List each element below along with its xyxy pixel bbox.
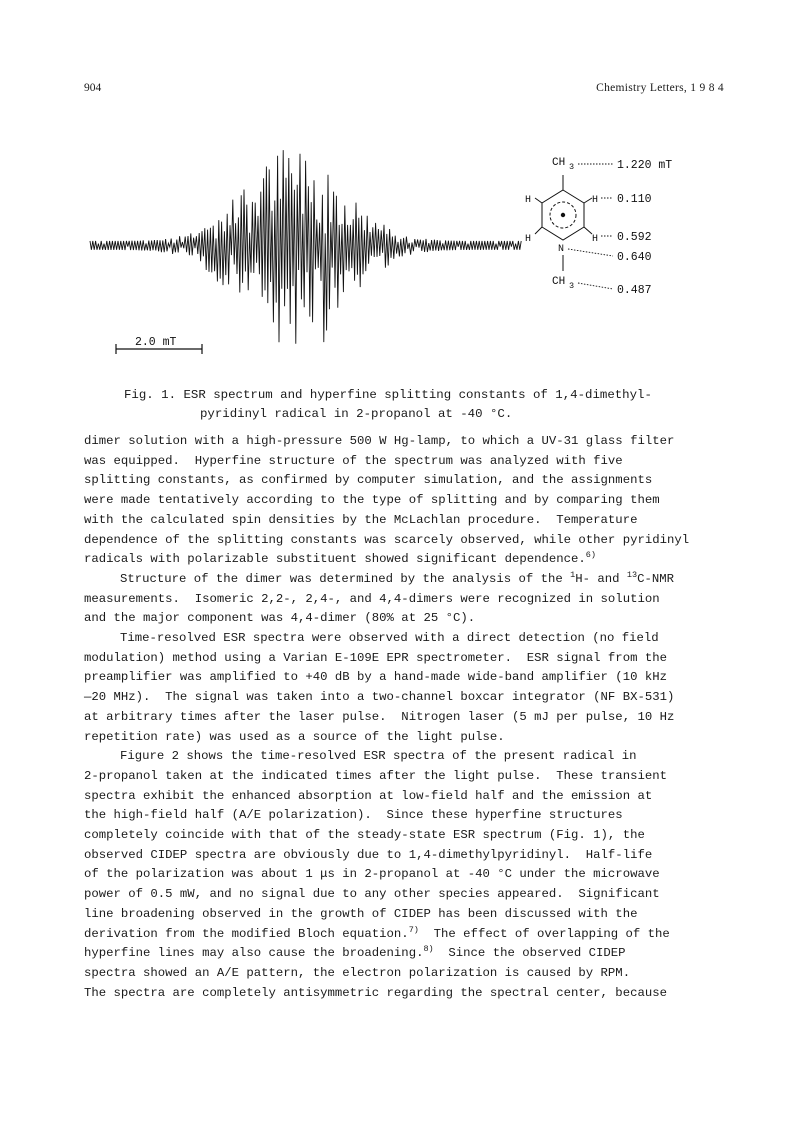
pyridinyl-structure xyxy=(525,157,672,297)
h-left-top-label: H xyxy=(525,195,532,206)
ch3-top-subscript: 3 xyxy=(569,162,575,172)
paragraph-2: Structure of the dimer was determined by the analysis of the $^1$H- and $^{13}$C-NMR measurements. Isomeric 2,2-, 2,4-, and 4,4-dimers were recognized in solution and the major component was 4,4-dimer (80% at 25 °C). xyxy=(84,569,675,626)
running-header xyxy=(84,82,724,98)
body-text xyxy=(84,432,724,1003)
caption-line-2: pyridinyl radical in 2-propanol at -40 °C. xyxy=(200,407,513,421)
figure-1 xyxy=(84,125,724,365)
h-right-top-label: H xyxy=(592,195,599,206)
caption-line-1: Fig. 1. ESR spectrum and hyperfine splitting constants of 1,4-dimethyl- xyxy=(124,388,652,402)
paragraph-4: Figure 2 shows the time-resolved ESR spectra of the present radical in 2-propanol taken at the indicated times after the light pulse. These transient spectra exhibit the enhanced absorption at low-field half and the emission at the high-field half (A/E polarization). Since these hyperfine structures completely coincide with that of the steady-state ESR spectrum (Fig. 1), the observed CIDEP spectra are obviously due to 1,4-dimethylpyridinyl. Half-life of the polarization was about 1 μs in 2-propanol at -40 °C under the microwave power of 0.5 mW, and no signal due to any other species appeared. Significant line broadening observed in the growth of CIDEP has been discussed with the derivation from the modified Bloch equation.$^{7)}$ The effect of overlapping of the hyperfine lines may also cause the broadening.$^{8)}$ Since the observed CIDEP spectra showed an A/E pattern, the electron polarization is caused by RPM. The spectra are completely antisymmetric regarding the spectral center, because xyxy=(84,749,670,1000)
h-right-bottom-label: H xyxy=(592,234,599,245)
scale-label: 2.0 mT xyxy=(135,336,177,349)
paragraph-3: Time-resolved ESR spectra were observed with a direct detection (no field modulation) method using a Varian E-109E EPR spectrometer. ESR signal from the preamplifier was amplified to +40 dB by a hand-made wide-band amplifier (10 kHz —20 MHz). The signal was taken into a two-channel boxcar integrator (NF BX-531) at arbitrary times after the laser pulse. Nitrogen laser (5 mJ per pulse, 10 Hz repetition rate) was used as a source of the light pulse. xyxy=(84,631,675,744)
page-number: 904 xyxy=(84,82,102,94)
coupling-nitrogen: 0.640 xyxy=(617,251,652,264)
reference-8: 8) xyxy=(423,944,434,955)
reference-7: 7) xyxy=(408,924,419,935)
coupling-h-bottom: 0.592 xyxy=(617,231,652,244)
h-left-bottom-label: H xyxy=(525,234,532,245)
scale-bar xyxy=(116,336,202,354)
ch3-top-label: CH xyxy=(552,157,566,169)
coupling-h-top: 0.110 xyxy=(617,193,652,206)
figure-1-graphics xyxy=(84,125,724,365)
ch3-bottom-label: CH xyxy=(552,276,566,288)
journal-title: Chemistry Letters, 1 9 8 4 xyxy=(596,82,724,94)
figure-caption xyxy=(124,386,724,424)
paragraph-1: dimer solution with a high-pressure 500 W Hg-lamp, to which a UV-31 glass filter was equipped. Hyperfine structure of the spectrum was analyzed with five splitting constants, as confirmed by computer simulation, and the assignments were made tentatively according to the type of splitting and by comparing them with the calculated spin densities by the McLachlan procedure. Temperature dependence of the splitting constants was scarcely observed, while other pyridinyl radicals with polarizable substituent showed significant dependence.$^{6)}$ xyxy=(84,434,690,567)
coupling-ch3-bottom: 0.487 xyxy=(617,284,652,297)
ch3-bottom-subscript: 3 xyxy=(569,281,575,291)
coupling-ch3-top: 1.220 mT xyxy=(617,159,673,172)
esr-spectrum xyxy=(90,150,521,344)
nitrogen-label: N xyxy=(558,244,565,255)
reference-6: 6) xyxy=(585,550,596,561)
